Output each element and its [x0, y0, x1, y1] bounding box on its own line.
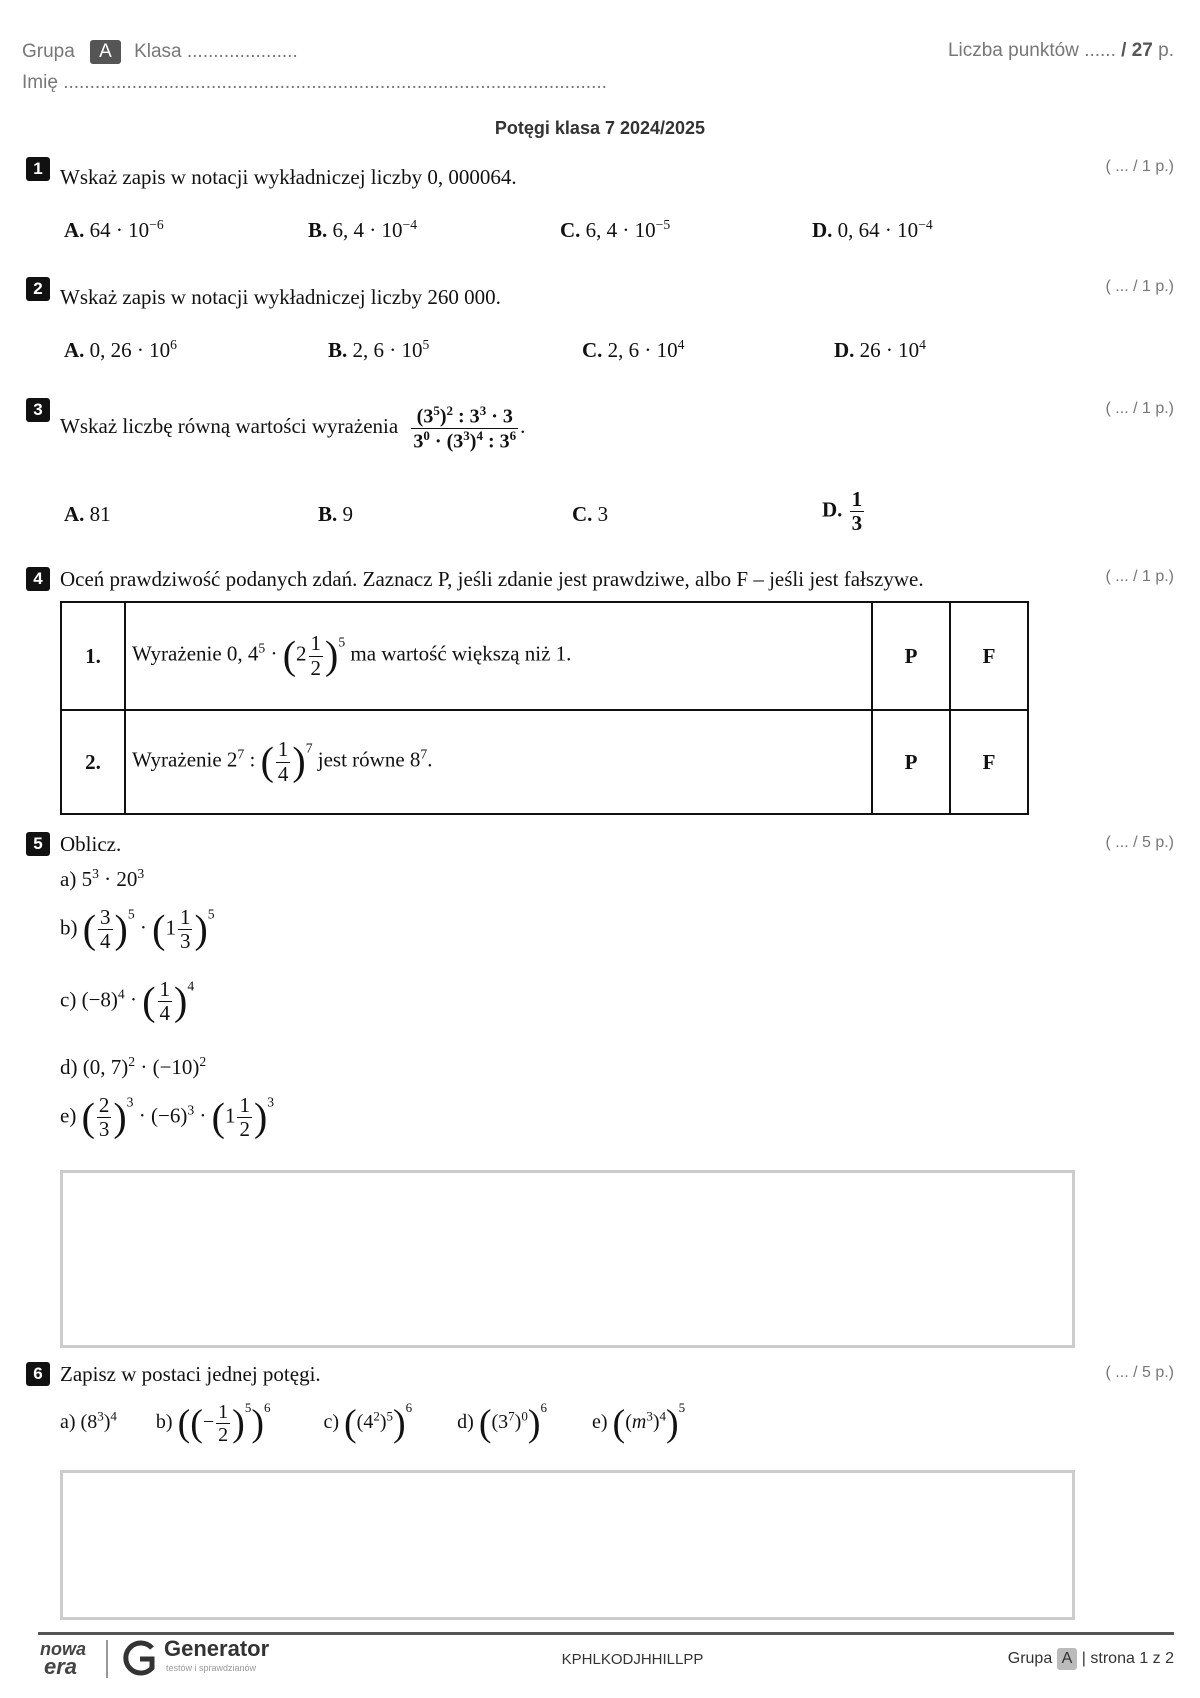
subtask: c) $(-8)^4$ · ( $\frac{1}{4}$ )$^4$ [60, 977, 195, 1026]
class-dots: ..................... [186, 41, 298, 62]
true-false-table [60, 601, 1029, 815]
table-row [61, 602, 1028, 710]
question-text: Oceń prawdziwość podanych zdań. Zaznacz P, jeśli zdanie jest prawdziwe, albo F – jeśli jest fałszywe. [60, 567, 924, 591]
generator-subtitle: testów i sprawdzianów [166, 1663, 257, 1673]
table-row [61, 710, 1028, 814]
points-dots: ...... [1084, 40, 1116, 61]
generator-label: Generator [164, 1636, 270, 1661]
answer-option[interactable]: A. 0, $26 \cdot 10^6$ [64, 337, 177, 362]
points-label: Liczba punktów [947, 40, 1079, 61]
answer-option[interactable]: C. 2, $6 \cdot 10^4$ [582, 337, 685, 362]
question-points: ( ... / 5 p.) [1105, 1364, 1174, 1381]
points-field [948, 40, 1174, 62]
name-label: Imię [22, 72, 58, 93]
answer-option[interactable]: C. 6, $4 \cdot 10^{-5}$ [560, 217, 671, 242]
footer-divider [38, 1632, 1174, 1635]
group-label: Grupa [22, 41, 75, 62]
answer-option[interactable]: D. $\frac{1}{3}$ [822, 487, 863, 536]
question-text: Wskaż zapis w notacji wykładniczej liczby 260 000. [60, 285, 501, 309]
question-text: Wskaż zapis w notacji wykładniczej liczby 0, 000064. [60, 165, 517, 189]
subtask: e) $((m^3)^4)^5$ [592, 1400, 686, 1445]
subtask: c) $((4^2)^5)^6$ [323, 1400, 413, 1445]
true-option[interactable]: P [872, 602, 950, 710]
subtask: a) $5^3 \cdot 20^3$ [60, 866, 145, 891]
answer-option[interactable]: A. 81 [64, 502, 111, 526]
subtask: d) (0, $7)^2 \cdot (-10)^2$ [60, 1054, 207, 1079]
question-number: 1 [26, 157, 50, 181]
answer-option[interactable]: A. $64 \cdot 10^{-6}$ [64, 217, 164, 242]
question-points: ( ... / 1 p.) [1105, 400, 1174, 417]
question-points: ( ... / 5 p.) [1105, 834, 1174, 851]
page-indicator: | strona 1 z 2 [1081, 1650, 1174, 1667]
statement: Wyrażenie $2^7$ : ( $\frac{1}{4}$ )$^7$ jest równe $8^7$. [125, 710, 872, 814]
question-points: ( ... / 1 p.) [1105, 278, 1174, 295]
answer-box[interactable] [60, 1170, 1075, 1348]
answer-option[interactable]: B. 9 [318, 502, 354, 526]
question-text: Zapisz w postaci jednej potęgi. [60, 1362, 321, 1386]
false-option[interactable]: F [950, 602, 1028, 710]
footer-group: Grupa A | strona 1 z 2 [1008, 1648, 1174, 1670]
group-field [22, 40, 298, 64]
question-points: ( ... / 1 p.) [1105, 158, 1174, 175]
question-points: ( ... / 1 p.) [1105, 568, 1174, 585]
answer-option[interactable]: C. 3 [572, 502, 609, 526]
class-label: Klasa [134, 41, 182, 62]
question-text: Wskaż liczbę równą wartości wyrażenia $\frac{(3^5)^2 : 3^3 \cdot 3}{3^0 \cdot (3^3)^4 : 3^6}$ . [60, 403, 526, 453]
points-unit: p. [1158, 40, 1174, 61]
subtask: a) $(8^3)^4$ [60, 1408, 117, 1433]
math-expression: $\frac{(3^5)^2 : 3^3 \cdot 3}{3^0 \cdot (3^3)^4 : 3^6}$ [413, 403, 517, 453]
group-badge: A [90, 40, 121, 64]
answer-option[interactable]: D. 0, $64 \cdot 10^{-4}$ [812, 217, 933, 242]
answer-box[interactable] [60, 1470, 1075, 1620]
row-number: 1. [61, 602, 125, 710]
question-number: 5 [26, 832, 50, 856]
nowa-era-logo: nowa era [40, 1639, 87, 1679]
document-code: KPHLKODJHHILLPP [561, 1651, 704, 1668]
footer-group-badge: A [1057, 1648, 1078, 1670]
page-title: Potęgi klasa 7 2024/2025 [494, 118, 706, 138]
answer-option[interactable]: D. $26 \cdot 10^4$ [834, 337, 926, 362]
question-number: 2 [26, 277, 50, 301]
true-option[interactable]: P [872, 710, 950, 814]
question-text: Oblicz. [60, 832, 122, 856]
question-number: 3 [26, 398, 50, 422]
answer-option[interactable]: B. 6, $4 \cdot 10^{-4}$ [308, 217, 418, 242]
question-number: 6 [26, 1362, 50, 1386]
name-field [22, 72, 607, 94]
subtask: d) $((3^7)^0)^6$ [457, 1400, 547, 1445]
name-dots: ....................................................................................................... [63, 72, 607, 93]
question-number: 4 [26, 567, 50, 591]
points-total: / 27 [1121, 40, 1153, 61]
row-number: 2. [61, 710, 125, 814]
subtask: e) ( $\frac{2}{3}$ )$^3 \cdot (-6)^3 \cdot (1$ $\frac{1}{2}$ )$^3$ [60, 1093, 275, 1142]
subtask: b) ((− $\frac{1}{2}$ )$^5$)$^6$ [155, 1400, 271, 1446]
false-option[interactable]: F [950, 710, 1028, 814]
subtask-row [60, 1400, 685, 1446]
statement: Wyrażenie 0, $4^5 \cdot (2$ $\frac{1}{2}$ )$^5$ ma wartość większą niż 1. [125, 602, 872, 710]
subtask: b) ( $\frac{3}{4}$ )$^5$ · (1 $\frac{1}{3}$ )$^5$ [60, 905, 215, 954]
answer-option[interactable]: B. 2, $6 \cdot 10^5$ [328, 337, 430, 362]
